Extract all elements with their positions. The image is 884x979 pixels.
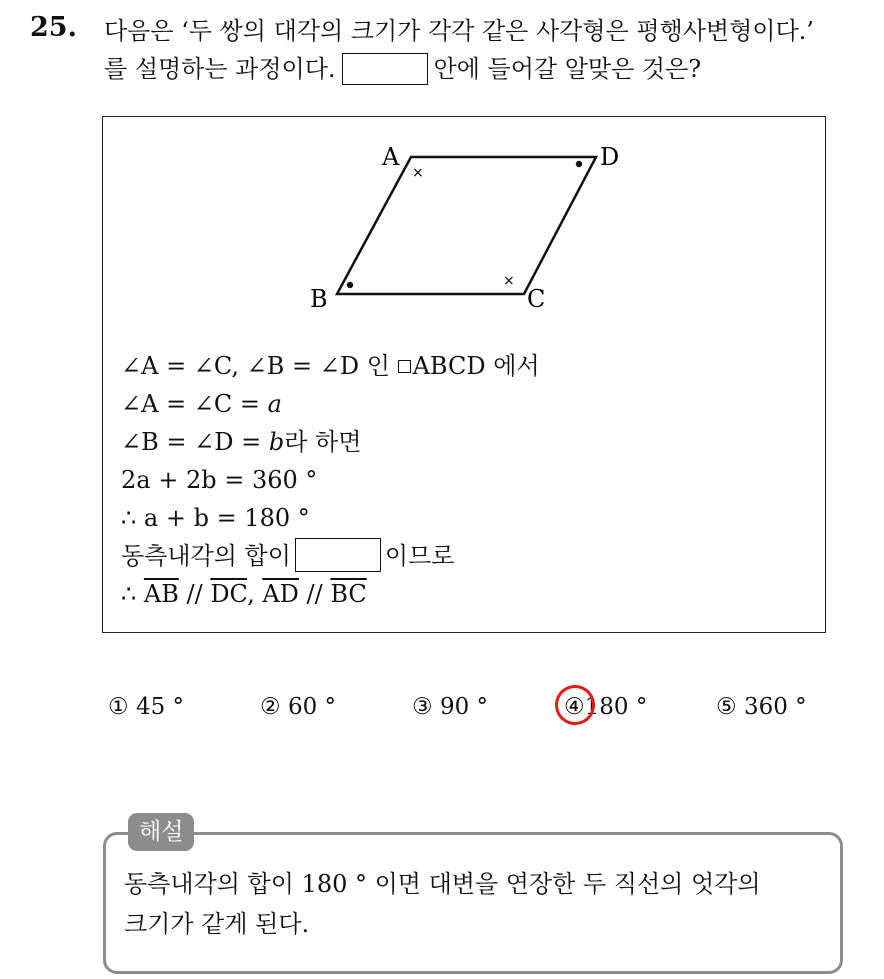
- choice-5[interactable]: [716, 694, 807, 720]
- choice-1[interactable]: [108, 694, 184, 720]
- proof-line-1-shape: ABCD: [412, 352, 486, 380]
- segment-dc: $\overline{DC}$: [210, 580, 248, 608]
- proof-line-4: 2a + 2b = 360 °: [121, 466, 318, 494]
- choice-5-number: ⑤: [716, 694, 737, 720]
- parallel-symbol-1: //: [178, 580, 211, 608]
- choice-1-text: 45 °: [135, 694, 185, 720]
- answer-blank: [342, 53, 428, 85]
- proof-line-6-end: 이므로: [384, 542, 455, 570]
- proof-line-1-text: ∠A = ∠C, ∠B = ∠D 인: [121, 352, 398, 380]
- proof-line-1-end: 에서: [485, 352, 540, 380]
- choice-4-number-wrap: [564, 694, 585, 720]
- choice-3-number: ③: [412, 694, 433, 720]
- parallelogram-figure: [103, 117, 825, 342]
- proof-lines: [121, 347, 540, 613]
- vertex-label-b: B: [310, 285, 328, 313]
- proof-line-6-text: 동측내각의 합이: [121, 542, 291, 570]
- choice-4-text: 180 °: [584, 694, 648, 720]
- proof-line-3-text: ∠B = ∠D =: [121, 428, 269, 456]
- choice-2[interactable]: [260, 694, 336, 720]
- comma: ,: [247, 580, 263, 608]
- question-number: 25.: [30, 12, 77, 43]
- proof-line-2: [121, 385, 540, 423]
- proof-line-3-end: 라 하면: [284, 428, 362, 456]
- choice-4-number: ④: [564, 694, 585, 720]
- explanation-line-2: 크기가 같게 된다.: [124, 910, 310, 938]
- question-line-1: 다음은 ‘두 쌍의 대각의 크기가 각각 같은 사각형은 평행사변형이다.’: [104, 17, 814, 45]
- vertex-label-c: C: [527, 285, 546, 313]
- segment-bc: $\overline{BC}$: [330, 580, 367, 608]
- vertex-label-a: A: [382, 143, 400, 171]
- question-text: [104, 12, 864, 88]
- therefore-symbol: ∴: [121, 580, 144, 608]
- choice-2-text: 60 °: [287, 694, 337, 720]
- segment-ad: $\overline{AD}$: [262, 580, 299, 608]
- parallel-symbol-2: //: [298, 580, 331, 608]
- proof-line-1: [121, 347, 540, 385]
- choice-2-number: ②: [260, 694, 281, 720]
- choice-4[interactable]: [564, 694, 647, 720]
- proof-blank: [295, 538, 381, 572]
- vertex-label-d: D: [600, 143, 620, 171]
- choice-1-number: ①: [108, 694, 129, 720]
- angle-mark-c: ×: [503, 273, 515, 289]
- choice-3[interactable]: [412, 694, 488, 720]
- question-line-2-end: 안에 들어갈 알맞은 것은?: [433, 55, 702, 83]
- proof-line-6: [121, 537, 540, 575]
- proof-line-2-text: ∠A = ∠C =: [121, 390, 268, 418]
- angle-mark-a: ×: [412, 165, 424, 181]
- selected-circle-mark: [550, 680, 600, 730]
- question-line-2: [104, 50, 864, 88]
- square-symbol: [398, 360, 411, 373]
- proof-line-5: ∴ a + b = 180 °: [121, 504, 310, 532]
- explanation-tag: 해설: [128, 813, 194, 851]
- explanation-text: [124, 864, 824, 944]
- parallelogram-shape: [337, 157, 596, 294]
- proof-line-2-var: a: [267, 390, 282, 418]
- explanation-line-1: 동측내각의 합이 180 ° 이면 대변을 연장한 두 직선의 엇각의: [124, 870, 761, 898]
- angle-dot-b: [347, 282, 353, 288]
- question-line-2-start: 를 설명하는 과정이다.: [104, 55, 336, 83]
- choice-5-text: 360 °: [743, 694, 807, 720]
- angle-dot-d: [576, 161, 582, 167]
- choice-3-text: 90 °: [439, 694, 489, 720]
- segment-ab: $\overline{AB}$: [143, 580, 179, 608]
- proof-box: [102, 116, 826, 633]
- proof-line-3-var: b: [268, 428, 285, 456]
- answer-choices: [108, 694, 848, 734]
- proof-line-7: [121, 575, 540, 613]
- proof-line-3: [121, 423, 540, 461]
